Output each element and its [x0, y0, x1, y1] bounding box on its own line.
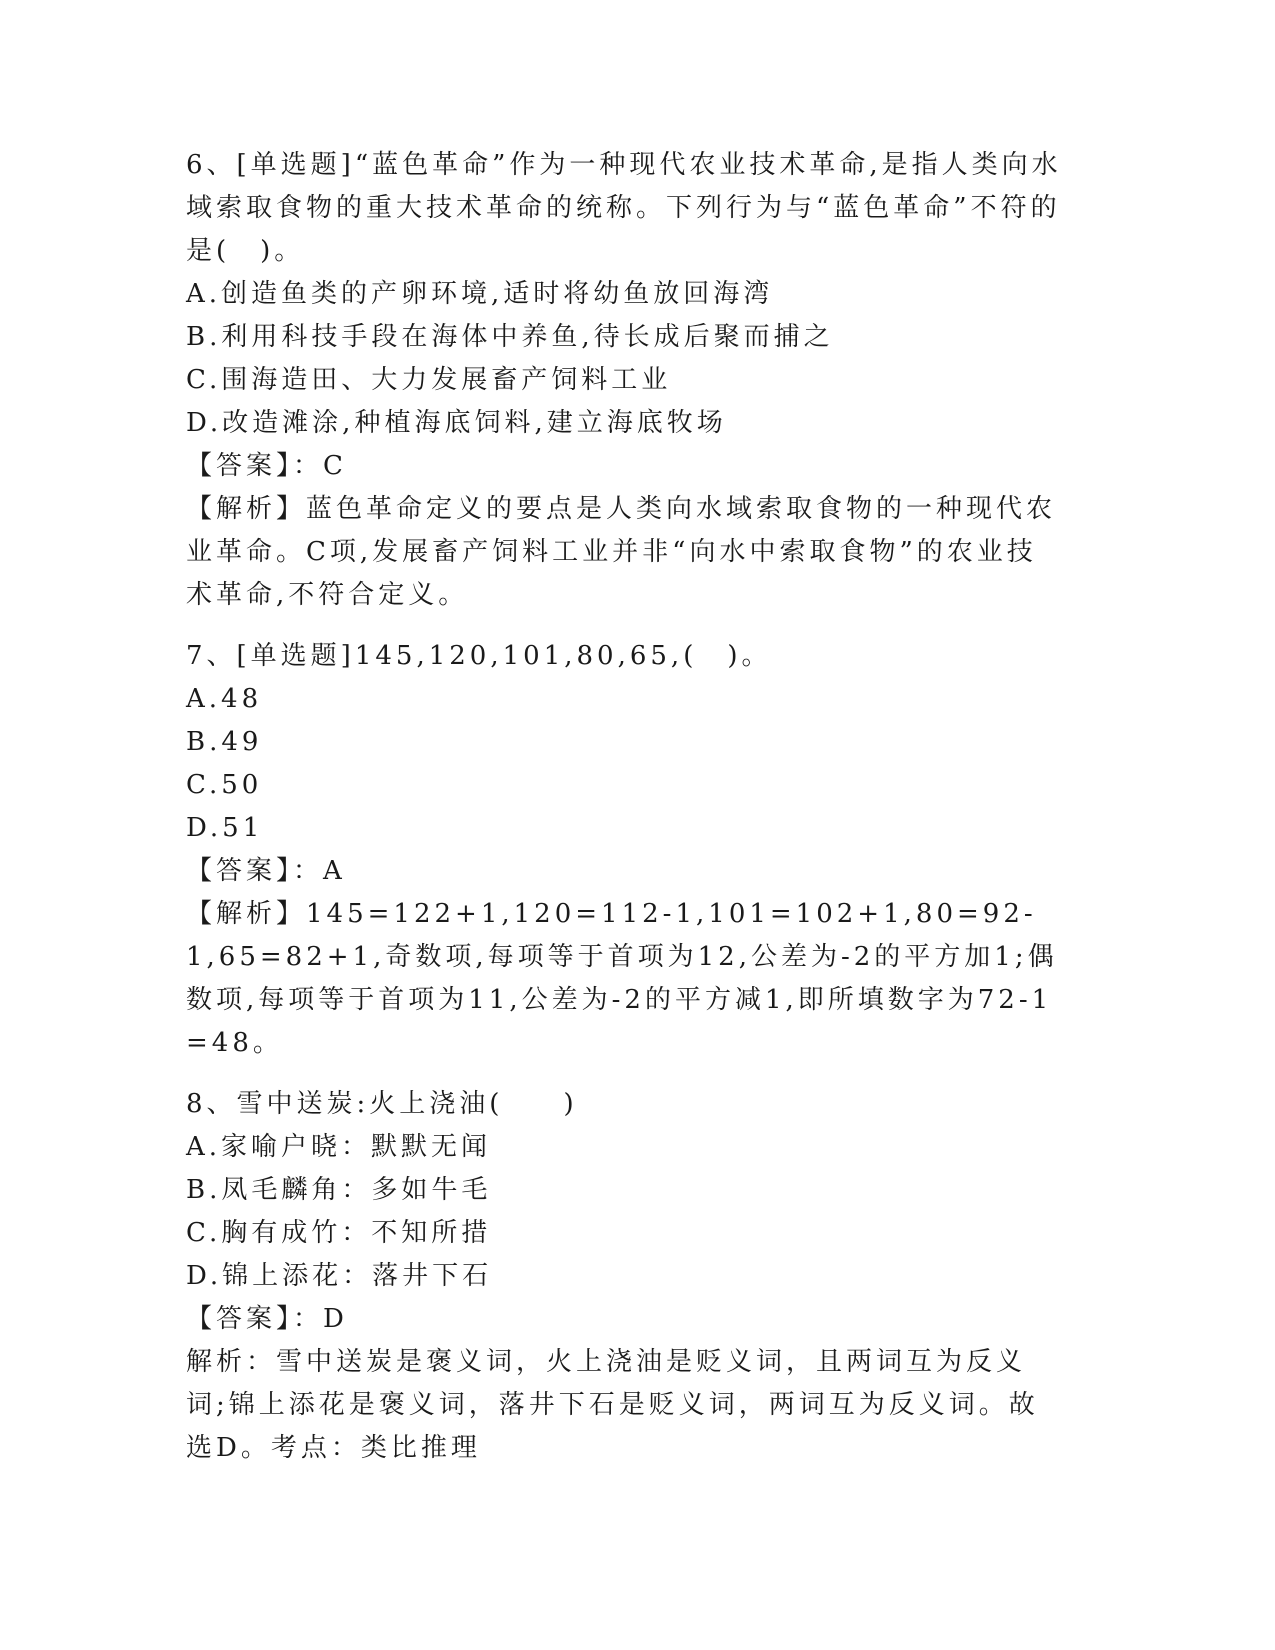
analysis-text: 145=122+1,120=112-1,101=102+1,80=92-1,65=82+1,奇数项,每项等于首项为12,公差为-2的平方加1;偶数项,每项等于首项为11,公差为-2的平方减1,即所填数字为72-1=48。 [186, 899, 1058, 1058]
option-d: D.51 [186, 813, 264, 843]
option-b: B.利用科技手段在海体中养鱼,待长成后聚而捕之 [186, 322, 834, 352]
question-7 [186, 635, 1066, 1065]
answer-line [186, 1298, 1066, 1341]
option-d: D.锦上添花：落井下石 [186, 1261, 493, 1291]
option-a: A.创造鱼类的产卵环境,适时将幼鱼放回海湾 [186, 279, 774, 309]
question-stem: 8、雪中送炭:火上浇油( ) [186, 1089, 578, 1119]
document-page [186, 144, 1066, 1488]
option-c: C.围海造田、大力发展畜产饲料工业 [186, 365, 672, 395]
answer-value: A [323, 856, 346, 886]
analysis-label: 【解析】 [186, 494, 307, 524]
analysis-label: 【解析】 [186, 899, 307, 929]
option-d: D.改造滩涂,种植海底饲料,建立海底牧场 [186, 408, 727, 438]
answer-line [186, 850, 1066, 893]
question-stem: 6、[单选题]“蓝色革命”作为一种现代农业技术革命,是指人类向水域索取食物的重大技术革命的统称。下列行为与“蓝色革命”不符的是( )。 [186, 150, 1062, 266]
answer-value: C [323, 451, 347, 481]
option-a: A.48 [186, 684, 263, 714]
analysis-text: 蓝色革命定义的要点是人类向水域索取食物的一种现代农业革命。C项,发展畜产饲料工业并非“向水中索取食物”的农业技术革命,不符合定义。 [186, 494, 1057, 610]
analysis-line [186, 488, 1066, 617]
answer-line [186, 445, 1066, 488]
analysis-line [186, 1341, 1066, 1470]
answer-value: D [323, 1304, 348, 1334]
option-b: B.凤毛麟角：多如牛毛 [186, 1175, 492, 1205]
question-6 [186, 144, 1066, 617]
analysis-text: 解析：雪中送炭是褒义词，火上浇油是贬义词，且两词互为反义词;锦上添花是褒义词，落井下石是贬义词，两词互为反义词。故选D。考点：类比推理 [186, 1347, 1039, 1463]
answer-label: 【答案】： [186, 451, 324, 481]
option-a: A.家喻户晓：默默无闻 [186, 1132, 492, 1162]
option-c: C.50 [186, 770, 263, 800]
option-c: C.胸有成竹：不知所措 [186, 1218, 492, 1248]
answer-label: 【答案】： [186, 856, 324, 886]
question-stem: 7、[单选题]145,120,101,80,65,( )。 [186, 641, 772, 671]
answer-label: 【答案】： [186, 1304, 324, 1334]
question-8 [186, 1083, 1066, 1470]
analysis-line [186, 893, 1066, 1065]
option-b: B.49 [186, 727, 263, 757]
